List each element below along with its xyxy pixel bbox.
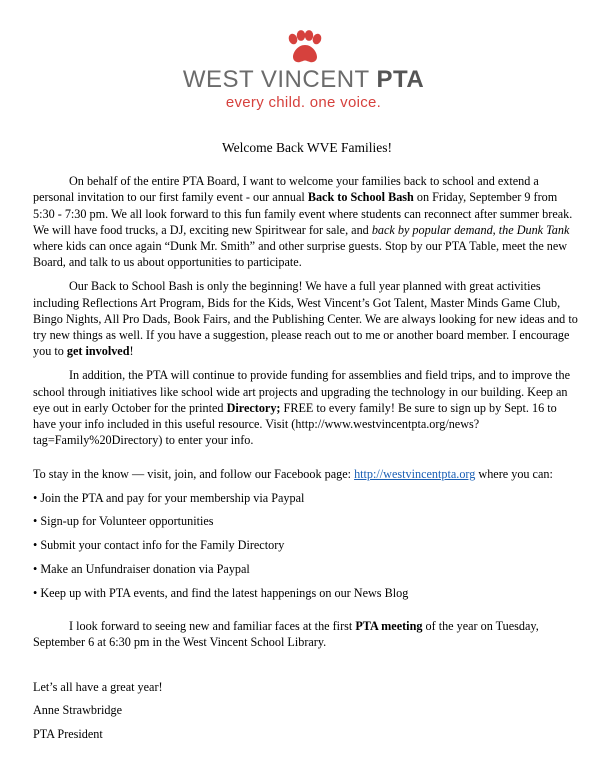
- text-run: I look forward to seeing new and familiar faces at the first: [69, 619, 356, 634]
- paragraph-activities: [33, 278, 581, 359]
- directory-text: Directory;: [226, 400, 281, 415]
- website-link[interactable]: http://westvincentpta.org: [354, 466, 476, 481]
- paragraph-facebook: [33, 466, 581, 482]
- list-item: • Sign-up for Volunteer opportunities: [33, 514, 214, 529]
- text-run: FREE to every family! Be sure to sign up by Sept. 16 to have your info included in this useful resource. Visit (: [33, 400, 557, 432]
- letter-title: Welcome Back WVE Families!: [222, 140, 392, 155]
- bullet-list: [33, 490, 581, 601]
- list-item: • Join the PTA and pay for your membership via Paypal: [33, 490, 305, 505]
- list-item: • Make an Unfundraiser donation via Paypal: [33, 561, 250, 576]
- closing: [33, 679, 581, 743]
- text-run: To stay in the know — visit, join, and follow our Facebook page:: [33, 466, 355, 481]
- event-name: Back to School Bash: [307, 190, 414, 205]
- get-involved-text: get involved: [66, 344, 130, 359]
- letter-body: [33, 140, 581, 750]
- closing-line: Let’s all have a great year!: [33, 679, 163, 694]
- text-run: on Friday, September 9 from 5:30 - 7:30 pm. We all look forward to this fun family event where students can reconnect after summer break. We will have food trucks, a DJ, exciting new Spiritwear for sale, and: [33, 190, 573, 237]
- paragraph-meeting: [33, 618, 581, 651]
- list-item: • Keep up with PTA events, and find the latest happenings on our News Blog: [33, 585, 409, 600]
- pta-logo: [0, 30, 607, 112]
- directory-link[interactable]: http://www.westvincentpta.org/news?tag=Family%20Directory: [33, 417, 480, 448]
- text-run: On behalf of the entire PTA Board, I want to welcome your families back to school and extend a personal invitation to our first family event - our annual: [33, 174, 539, 205]
- dunk-tank-text: back by popular demand, the Dunk Tank: [371, 222, 570, 237]
- brand-name: [0, 66, 607, 94]
- text-run: ) to enter your info.: [158, 433, 254, 448]
- signature-title: PTA President: [33, 727, 103, 742]
- text-run: where kids can once again “Dunk Mr. Smith” and other surprise guests. Stop by our PTA Table, meet the new Board, and talk to us about opportunities to participate.: [33, 239, 568, 270]
- text-run: In addition, the PTA will continue to provide funding for assemblies and field trips, and to improve the school through initiatives like school wide art projects and upgrading the technology in our building. Keep an eye out in early October for the printed: [33, 368, 570, 415]
- list-item: • Submit your contact info for the Family Directory: [33, 538, 285, 553]
- text-run: of the year on Tuesday, September 6 at 6:30 pm in the West Vincent School Library.: [33, 619, 539, 650]
- brand-prefix: WEST VINCENT: [182, 66, 370, 93]
- text-run: !: [129, 344, 134, 359]
- text-run: Our Back to School Bash is only the beginning! We have a full year planned with great activities including Reflections Art Program, Bids for the Kids, West Vincent’s Got Talent, Master Minds Game Club, Bingo Nights, All Pro Dads, Book Fairs, and the Publishing Center. We are always looking for new ideas and to try new things as well. If you have a suggestion, please reach out to me or another board member. I encourage you to: [33, 279, 578, 359]
- text-run: where you can:: [475, 466, 553, 481]
- paragraph-welcome: [33, 173, 581, 271]
- signature-name: Anne Strawbridge: [33, 703, 123, 718]
- brand-suffix: PTA: [376, 66, 425, 93]
- paragraph-directory: [33, 367, 581, 448]
- pta-meeting-text: PTA meeting: [355, 619, 423, 634]
- tagline: every child. one voice.: [225, 94, 382, 111]
- paw-icon: [284, 30, 324, 64]
